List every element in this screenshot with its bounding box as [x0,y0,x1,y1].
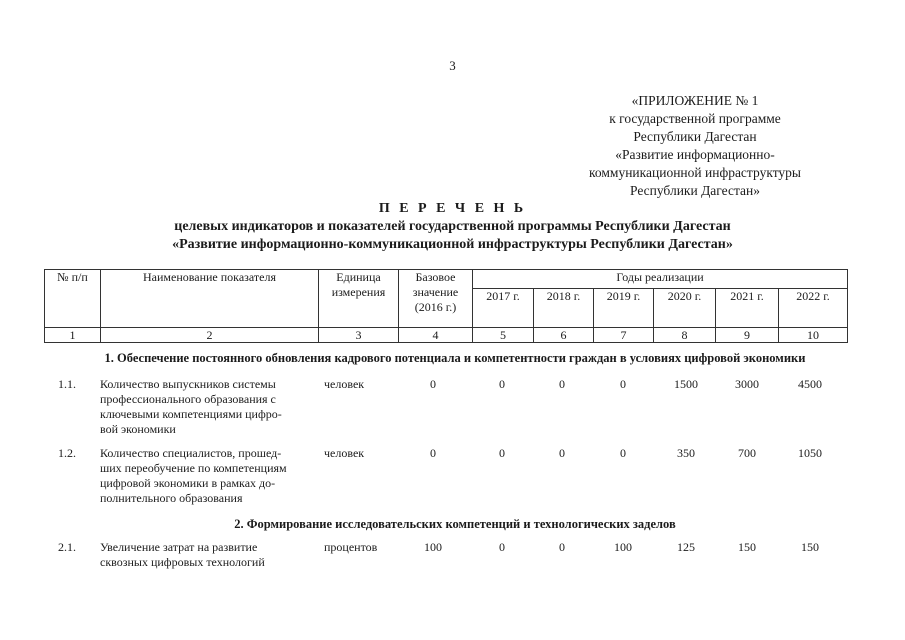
indicator-name-line: Количество выпускников системы [100,377,276,391]
base-value: 0 [430,446,436,460]
indicator-name-line: полнительного образования [100,491,243,505]
year-value: 125 [677,540,695,554]
column-number: 5 [473,328,534,343]
header-name: Наименование показателя [101,270,319,328]
base-value: 0 [430,377,436,391]
title-line: «Развитие информационно-коммуникационной инфраструктуры Республики Дагестан» [172,237,733,252]
year-value: 0 [559,446,565,460]
indicator-name [100,540,310,570]
title-line: целевых индикаторов и показателей государственной программы Республики Дагестан [174,219,731,234]
year-value: 0 [620,377,626,391]
unit-value: человек [324,377,365,391]
year-value: 1500 [674,377,698,391]
base-value: 100 [424,540,442,554]
column-number: 4 [399,328,473,343]
column-number: 1 [45,328,101,343]
appendix-block [560,92,830,200]
unit-value: человек [324,446,365,460]
column-number: 7 [594,328,654,343]
section-heading: 1. Обеспечение постоянного обновления кадрового потенциала и компетентности граждан в условиях цифровой экономики [104,351,806,365]
year-value: 4500 [798,377,822,391]
indicator-name-line: цифровой экономики в рамках до- [100,476,276,490]
header-base-line: (2016 г.) [414,300,457,314]
column-number: 6 [534,328,594,343]
indicator-name-line: профессионального образования с [100,392,276,406]
indicator-name-line: Увеличение затрат на развитие [100,540,258,554]
year-value: 0 [559,540,565,554]
column-number: 8 [654,328,716,343]
appendix-line: Республики Дагестан [633,129,757,144]
unit-value: процентов [324,540,378,554]
header-year: 2021 г. [716,289,779,328]
header-years: Годы реализации [473,270,848,289]
header-base-line: Базовое [415,270,456,284]
year-value: 0 [559,377,565,391]
column-number: 10 [779,328,848,343]
header-base-line: значение [412,285,459,299]
appendix-line: коммуникационной инфраструктуры [589,165,801,180]
title-heading: П Е Р Е Ч Е Н Ь [378,201,527,216]
year-value: 350 [677,446,695,460]
section-heading: 2. Формирование исследовательских компетенций и технологических заделов [234,517,676,531]
column-number: 3 [319,328,399,343]
row-number: 1.1. [58,377,76,391]
year-value: 150 [738,540,756,554]
year-value: 0 [499,540,505,554]
header-num: № п/п [45,270,101,328]
indicator-name-line: сквозных цифровых технологий [100,555,265,569]
year-value: 150 [801,540,819,554]
year-value: 700 [738,446,756,460]
year-value: 1050 [798,446,822,460]
header-unit-line: Единица [336,270,381,284]
indicator-name [100,377,310,437]
year-value: 100 [614,540,632,554]
page-number: 3 [449,58,456,73]
indicator-name [100,446,310,506]
header-year: 2018 г. [534,289,594,328]
header-year: 2017 г. [473,289,534,328]
header-year: 2022 г. [779,289,848,328]
column-number: 2 [101,328,319,343]
year-value: 0 [620,446,626,460]
row-number: 1.2. [58,446,76,460]
indicator-name-line: вой экономики [100,422,176,436]
header-unit [319,270,399,328]
indicator-name-line: ключевыми компетенциями цифро- [100,407,282,421]
row-number: 2.1. [58,540,76,554]
header-year: 2020 г. [654,289,716,328]
indicator-name-line: ших переобучение по компетенциям [100,461,287,475]
indicator-name-line: Количество специалистов, прошед- [100,446,282,460]
header-base [399,270,473,328]
indicators-table-header [44,269,848,343]
document-title [0,200,905,254]
year-value: 0 [499,446,505,460]
appendix-line: «Развитие информационно- [615,147,775,162]
column-number: 9 [716,328,779,343]
header-unit-line: измерения [331,285,386,299]
appendix-line: к государственной программе [609,111,781,126]
year-value: 3000 [735,377,759,391]
appendix-line: «ПРИЛОЖЕНИЕ № 1 [631,93,759,108]
header-year: 2019 г. [594,289,654,328]
year-value: 0 [499,377,505,391]
appendix-line: Республики Дагестан» [629,183,760,198]
